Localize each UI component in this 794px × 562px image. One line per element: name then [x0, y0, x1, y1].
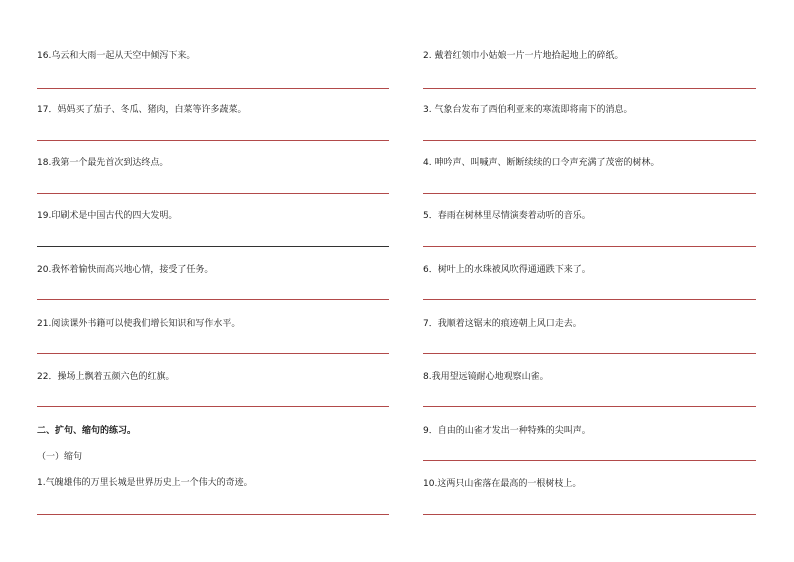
- answer-line-1[interactable]: [37, 514, 389, 515]
- question-20: 20.我怀着愉快而高兴地心情，接受了任务。: [37, 265, 214, 275]
- answer-line-10[interactable]: [423, 514, 756, 515]
- question-22: 22．操场上飘着五颜六色的红旗。: [37, 372, 175, 382]
- answer-line-19[interactable]: [37, 246, 389, 247]
- answer-line-20[interactable]: [37, 299, 389, 300]
- question-8: 8.我用望远镜耐心地观察山雀。: [423, 372, 549, 382]
- answer-line-22[interactable]: [37, 406, 389, 407]
- answer-line-17[interactable]: [37, 140, 389, 141]
- answer-line-8[interactable]: [423, 406, 756, 407]
- question-3: 3. 气象台发布了西伯利亚来的寒流即将南下的消息。: [423, 105, 633, 115]
- answer-line-7[interactable]: [423, 353, 756, 354]
- answer-line-5[interactable]: [423, 246, 756, 247]
- question-4: 4. 呻吟声、叫喊声、断断续续的口令声充满了茂密的树林。: [423, 158, 660, 168]
- subsection-title: （一）缩句: [37, 452, 83, 462]
- question-18: 18.我第一个最先首次到达终点。: [37, 158, 169, 168]
- question-2: 2. 戴着红领巾小姑娘一片一片地拾起地上的碎纸。: [423, 51, 624, 61]
- question-9: 9．自由的山雀才发出一种特殊的尖叫声。: [423, 426, 591, 436]
- question-21: 21.阅读课外书籍可以使我们增长知识和写作水平。: [37, 319, 241, 329]
- answer-line-3[interactable]: [423, 140, 756, 141]
- question-5: 5．春雨在树林里尽情演奏着动听的音乐。: [423, 211, 591, 221]
- question-17: 17．妈妈买了茄子、冬瓜、猪肉，白菜等许多蔬菜。: [37, 105, 247, 115]
- question-10: 10.这两只山雀落在最高的一根树枝上。: [423, 479, 582, 489]
- section-heading: 二、扩句、缩句的练习。: [37, 426, 137, 436]
- question-19: 19.印刷术是中国古代的四大发明。: [37, 211, 178, 221]
- answer-line-6[interactable]: [423, 299, 756, 300]
- answer-line-18[interactable]: [37, 193, 389, 194]
- question-16: 16.乌云和大雨一起从天空中倾泻下来。: [37, 51, 196, 61]
- answer-line-2[interactable]: [423, 88, 756, 89]
- answer-line-9[interactable]: [423, 460, 756, 461]
- answer-line-16[interactable]: [37, 88, 389, 89]
- answer-line-4[interactable]: [423, 193, 756, 194]
- question-6: 6．树叶上的水珠被风吹得通通跌下来了。: [423, 265, 591, 275]
- question-1: 1.气魄雄伟的万里长城是世界历史上一个伟大的奇迹。: [37, 478, 253, 488]
- question-7: 7．我顺着这锯末的痕迹朝上风口走去。: [423, 319, 582, 329]
- answer-line-21[interactable]: [37, 353, 389, 354]
